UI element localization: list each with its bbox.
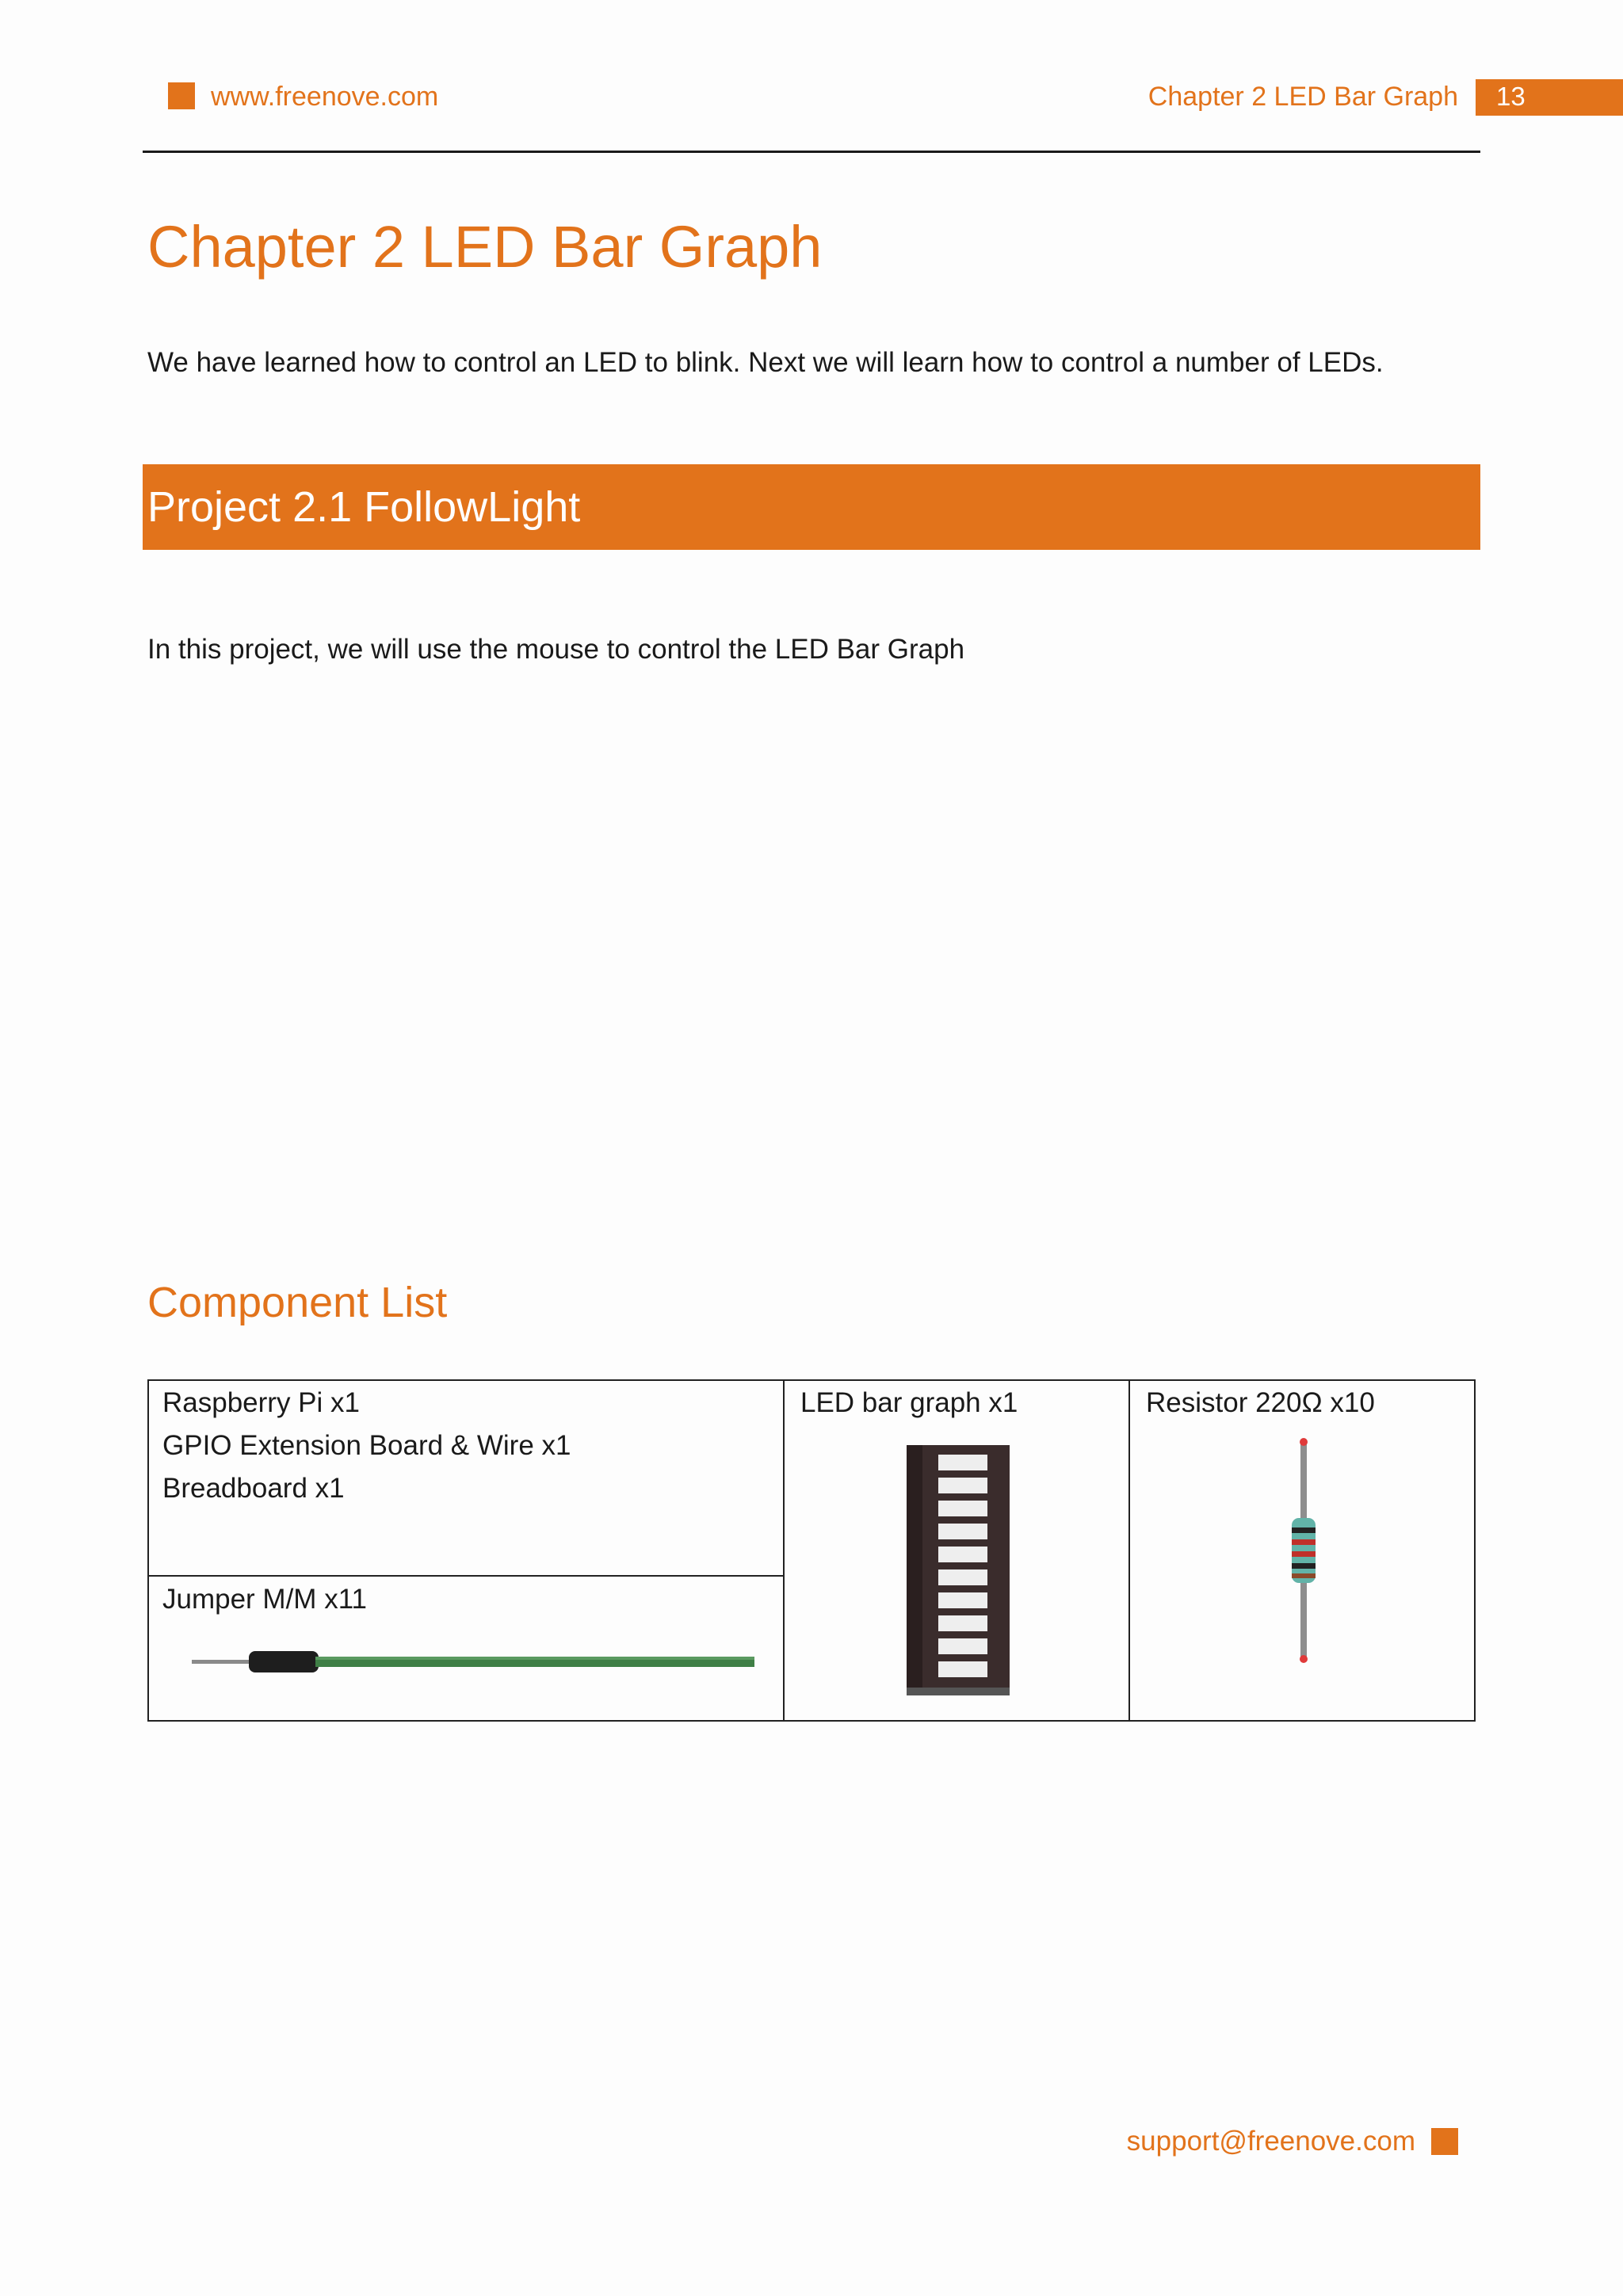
footer-support-email[interactable]: support@freenove.com [1126,2126,1415,2157]
project-description: In this project, we will use the mouse to control the LED Bar Graph [147,634,965,665]
table-divider [1128,1379,1130,1722]
project-title: Project 2.1 FollowLight [147,483,581,531]
component-list-heading: Component List [147,1279,448,1326]
footer-logo-square [1431,2128,1458,2155]
header-website-link[interactable]: www.freenove.com [211,82,439,112]
component-item: Raspberry Pi x1 [162,1387,360,1418]
jumper-wire-image [189,1640,756,1684]
header-chapter-title: Chapter 2 LED Bar Graph [1148,82,1458,112]
table-divider [783,1379,785,1722]
resistor-image [1284,1436,1323,1665]
header-logo-square [168,82,195,109]
component-item: Breadboard x1 [162,1473,345,1504]
component-led-bar-label: LED bar graph x1 [800,1387,1018,1418]
component-jumper-label: Jumper M/M x11 [162,1584,368,1615]
intro-paragraph: We have learned how to control an LED to blink. Next we will learn how to control a number of LEDs. [147,347,1384,378]
component-resistor-label: Resistor 220Ω x10 [1146,1387,1375,1418]
table-divider [147,1575,785,1577]
header-divider [143,151,1480,153]
led-bar-graph-image [903,1444,1014,1699]
page-number-badge: 13 [1476,79,1623,116]
chapter-title: Chapter 2 LED Bar Graph [147,214,823,280]
component-item: GPIO Extension Board & Wire x1 [162,1430,571,1461]
